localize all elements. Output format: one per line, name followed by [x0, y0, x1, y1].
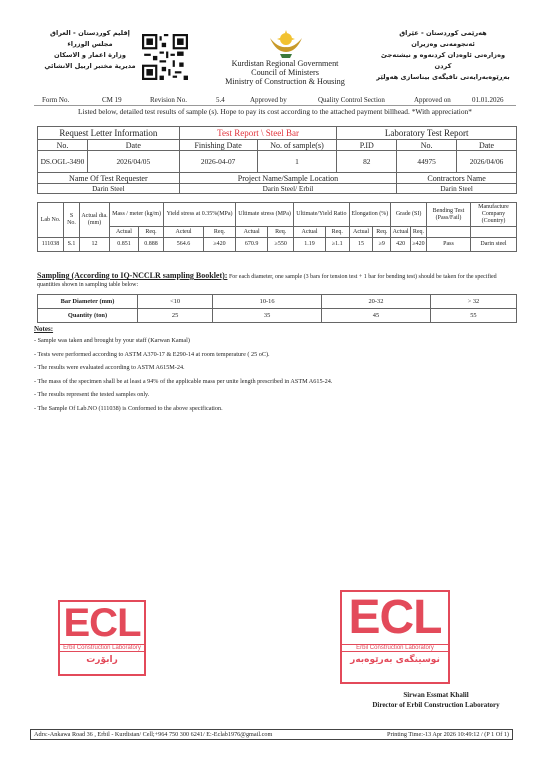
signatory-name: Sirwan Essmat Khalil [403, 691, 469, 699]
stamp-logo: ECL [348, 591, 442, 644]
approved-on-label: Approved on [414, 96, 451, 104]
lab-date-value: 2026/04/06 [457, 151, 517, 173]
letterhead [30, 28, 513, 92]
report-stamp [58, 600, 146, 676]
project-heading: Project Name/Sample Location [179, 173, 396, 184]
grade-req: ≥420 [410, 238, 426, 252]
qr-code-icon [142, 34, 188, 80]
col-ratio: Ultimate/Yield Ratio [294, 203, 349, 227]
quantity-value: 55 [430, 309, 516, 323]
intro-text: Listed below, detailed test results of sample (s). Hope to pay its cost according to the attached payment billhead. *With appreciation* [78, 107, 472, 116]
director-stamp [340, 590, 450, 684]
note-item: - The mass of the specimen shall be at least a 94% of the applicable mass per unite length prescribed in ASTM A615-24. [34, 377, 333, 385]
diameter-range: > 32 [430, 295, 516, 309]
stamp-kurdish-text: نوسینگەی بەرێوەبەر [350, 655, 440, 665]
col-yield: Yield stress at 0.35%(MPa) [164, 203, 236, 227]
elongation-req: ≥9 [373, 238, 391, 252]
col-no: No. [38, 140, 88, 151]
test-results-table [37, 202, 517, 252]
sub-actual: Actual [110, 227, 139, 238]
col-ultimate: Ultimate stress (MPa) [236, 203, 294, 227]
finishing-date: 2026-04-07 [179, 151, 257, 173]
sampling-note [37, 272, 517, 289]
ministry-title-line: Ministry of Construction & Housing [225, 77, 345, 86]
note-item: - The Sample Of Lab.NO (111038) is Conformed to the above specification. [34, 404, 223, 412]
ultimate-req: ≥550 [268, 238, 294, 252]
sub-req: Req. [373, 227, 391, 238]
kurdish-header-line: بەڕێوەبەرایەتی تاقیگەی بیناسازی هەولێر [376, 73, 510, 81]
col-actual-dia: Actual dia.(mm) [80, 203, 110, 238]
col-manufacturer: Manufacture Company (Country) [471, 203, 517, 227]
col-samples: No. of sample(s) [257, 140, 337, 151]
arabic-header-line: مجلس الوزراء [67, 40, 113, 48]
printing-time: Printing Time:-13 Apr 2026 10:49:12 / (P 1 Of 1) [387, 731, 509, 738]
requester-name: Darin Steel [38, 184, 180, 194]
col-grade: Grade (SI) [391, 203, 427, 227]
approved-on-value: 01.01.2026 [472, 96, 504, 104]
arabic-header-line: مديرية مختبر اربيل الانشائي [44, 62, 136, 70]
contractor-name: Darin Steel [397, 184, 517, 194]
project-name: Darin Steel/ Erbil [179, 184, 396, 194]
contractor-heading: Contractors Name [397, 173, 517, 184]
sampling-text: For each diameter, one sample (3 bars for tension test + 1 bar for bending test) should be taken for the specified quantities shown in sampling table below: [37, 274, 497, 288]
signature-block [352, 690, 520, 710]
sub-actual: Actual [349, 227, 373, 238]
kurdish-header-line: ئەنجومەنی وەزیران [411, 40, 475, 48]
ministry-title-line: Council of Ministers [251, 68, 319, 77]
sample-count: 1 [257, 151, 337, 173]
col-bending: Bending Test (Pass/Fail) [427, 203, 471, 227]
sample-no: S.1 [64, 238, 80, 252]
request-section-heading: Request Letter Information [38, 127, 180, 140]
request-no: DS.OGL-3490 [38, 151, 88, 173]
grade-actual: 420 [391, 238, 411, 252]
sub-req: Req. [138, 227, 163, 238]
quantity-value: 25 [138, 309, 213, 323]
form-no-value: CM 19 [102, 96, 122, 104]
lab-number: 111038 [38, 238, 64, 252]
notes-section [34, 324, 514, 415]
bending-result: Pass [427, 238, 471, 252]
diameter-label: Bar Diameter (mm) [38, 295, 138, 309]
sub-req: Req. [268, 227, 294, 238]
diameter-range: 10-16 [213, 295, 322, 309]
form-info-bar [34, 96, 516, 106]
col-pid: P.ID [337, 140, 397, 151]
arabic-header-line: إقليم كوردستان - العراق [50, 29, 130, 37]
yield-actual: 564.6 [164, 238, 204, 252]
col-sample-no: S No. [64, 203, 80, 238]
sampling-title: Sampling (According to IQ-NCCLR sampling Booklet): [37, 271, 228, 280]
note-item: - The results represent the tested samples only. [34, 391, 150, 398]
diameter-range: 20-32 [322, 295, 431, 309]
sub-req: Req. [325, 227, 349, 238]
revision-label: Revision No. [150, 96, 187, 104]
elongation-actual: 15 [349, 238, 373, 252]
report-section-heading: Test Report \ Steel Bar [179, 127, 337, 140]
col-finishing-date: Finishing Date [179, 140, 257, 151]
ministry-title [195, 59, 375, 86]
col-lab-number: Lab No. [38, 203, 64, 238]
footer-address: Adrs:-Ankawa Road 36 , Erbil - Kurdistan/ Cell;+964 750 300 6241/ E:-Eclab1976@gmail.com [34, 731, 273, 738]
kurdistan-emblem-icon [266, 28, 306, 60]
signatory-title: Director of Erbil Construction Laboratory [372, 701, 500, 709]
col-elongation: Elongation (%) [349, 203, 391, 227]
notes-title: Notes: [34, 325, 54, 333]
kurdish-header-line: هەرێمی کوردستان - عێراق [399, 29, 487, 37]
mass-actual: 0.851 [110, 238, 139, 252]
kurdish-header-line: وەزارەتی ئاوەدان کردنەوە و نیشتەجێ کردن [380, 51, 506, 70]
table-row [38, 238, 517, 252]
diameter-range: <10 [138, 295, 213, 309]
request-info-table [37, 126, 517, 194]
sub-req: Req. [410, 227, 426, 238]
sub-actual: Acteul [164, 227, 204, 238]
col-lab-no: No. [397, 140, 457, 151]
revision-value: 5.4 [216, 96, 225, 104]
requester-heading: Name Of Test Requester [38, 173, 180, 184]
ratio-actual: 1.19 [294, 238, 326, 252]
note-item: - Sample was taken and brought by your staff (Karwan Kamal) [34, 337, 190, 344]
approved-by-label: Approved by [250, 96, 287, 104]
request-date: 2026/04/05 [87, 151, 179, 173]
sub-actual: Actual [236, 227, 268, 238]
note-item: - The results were evaluated according to ASTM A615M-24. [34, 364, 185, 371]
col-mass: Mass / meter (kg/m) [110, 203, 164, 227]
sub-actual: Actual [294, 227, 326, 238]
quantity-value: 35 [213, 309, 322, 323]
kurdish-header [373, 28, 513, 83]
approved-by-value: Quality Control Section [318, 96, 385, 104]
col-lab-date: Date [457, 140, 517, 151]
form-no-label: Form No. [42, 96, 70, 104]
ministry-title-line: Kurdistan Regional Government [231, 59, 339, 68]
yield-req: ≥420 [203, 238, 235, 252]
ratio-req: ≥1.1 [325, 238, 349, 252]
col-date: Date [87, 140, 179, 151]
stamp-lab-name: Erbil Construction Laboratory [342, 644, 448, 652]
lab-no-value: 44975 [397, 151, 457, 173]
sampling-table [37, 294, 517, 323]
actual-dia: 12 [80, 238, 110, 252]
mass-req: 0.888 [138, 238, 163, 252]
stamp-arabic-text: رابۆرت [86, 655, 118, 665]
lab-section-heading: Laboratory Test Report [337, 127, 517, 140]
quantity-label: Quantity (ton) [38, 309, 138, 323]
pid-value: 82 [337, 151, 397, 173]
footer-bar [30, 729, 513, 740]
note-item: - Tests were performed according to ASTM A370-17 & E290-14 at room temperature ( 25 oC). [34, 350, 270, 358]
sub-actual: Actual [391, 227, 411, 238]
quantity-value: 45 [322, 309, 431, 323]
arabic-header [30, 28, 150, 72]
stamp-logo: ECL [63, 601, 141, 645]
sub-req: Req. [203, 227, 235, 238]
ultimate-actual: 670.9 [236, 238, 268, 252]
manufacturer: Darin steel [471, 238, 517, 252]
stamp-lab-name: Erbil Construction Laboratory [60, 644, 144, 652]
arabic-header-line: وزارة اعمار و الاسكان [54, 51, 126, 59]
